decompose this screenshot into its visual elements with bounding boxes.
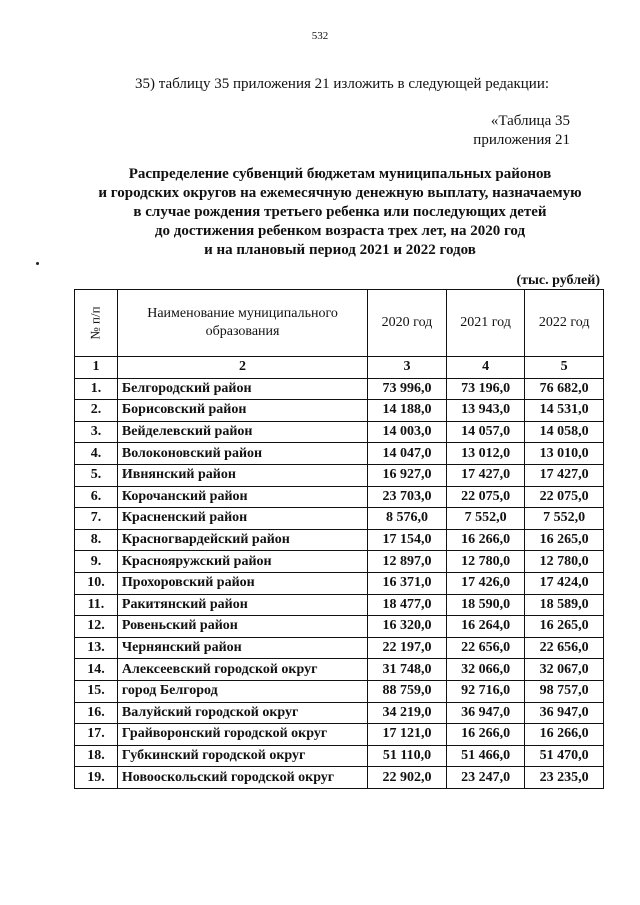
column-index: 2 xyxy=(117,357,367,379)
table-row xyxy=(75,680,604,702)
value-2022: 18 589,0 xyxy=(525,594,604,616)
municipality-name: Ракитянский район xyxy=(117,594,367,616)
municipality-name: Прохоровский район xyxy=(117,572,367,594)
table-reference xyxy=(473,112,570,150)
municipality-name: Белгородский район xyxy=(117,378,367,400)
value-2021: 32 066,0 xyxy=(446,659,525,681)
table-row xyxy=(75,702,604,724)
municipality-name: Краснояружский район xyxy=(117,551,367,573)
municipality-name: Красненский район xyxy=(117,508,367,530)
value-2022: 51 470,0 xyxy=(525,745,604,767)
value-2022: 98 757,0 xyxy=(525,680,604,702)
value-2021: 17 426,0 xyxy=(446,572,525,594)
value-2020: 8 576,0 xyxy=(368,508,447,530)
column-index: 1 xyxy=(75,357,118,379)
value-2022: 14 531,0 xyxy=(525,400,604,422)
value-2021: 16 266,0 xyxy=(446,529,525,551)
municipality-name: город Белгород xyxy=(117,680,367,702)
row-number: 11. xyxy=(75,594,118,616)
value-2022: 76 682,0 xyxy=(525,378,604,400)
value-2021: 17 427,0 xyxy=(446,464,525,486)
row-number: 3. xyxy=(75,421,118,443)
row-number: 19. xyxy=(75,767,118,789)
value-2022: 16 266,0 xyxy=(525,724,604,746)
value-2020: 16 371,0 xyxy=(368,572,447,594)
municipality-name: Вейделевский район xyxy=(117,421,367,443)
value-2020: 12 897,0 xyxy=(368,551,447,573)
value-2020: 14 003,0 xyxy=(368,421,447,443)
value-2022: 22 075,0 xyxy=(525,486,604,508)
municipality-name: Борисовский район xyxy=(117,400,367,422)
value-2022: 16 265,0 xyxy=(525,616,604,638)
value-2021: 22 656,0 xyxy=(446,637,525,659)
table-row xyxy=(75,508,604,530)
row-number: 9. xyxy=(75,551,118,573)
title-line: Распределение субвенций бюджетам муниципальных районов xyxy=(128,166,552,182)
value-2021: 14 057,0 xyxy=(446,421,525,443)
value-2020: 34 219,0 xyxy=(368,702,447,724)
row-number: 14. xyxy=(75,659,118,681)
title-line: и на плановый период 2021 и 2022 годов xyxy=(204,242,476,258)
page-number: 532 xyxy=(311,30,329,42)
table-body xyxy=(75,378,604,788)
table-row xyxy=(75,464,604,486)
value-2021: 22 075,0 xyxy=(446,486,525,508)
value-2020: 16 927,0 xyxy=(368,464,447,486)
column-index: 5 xyxy=(525,357,604,379)
header-name: Наименование муниципального образования xyxy=(117,290,367,357)
row-number: 12. xyxy=(75,616,118,638)
header-num xyxy=(75,290,118,357)
row-number: 2. xyxy=(75,400,118,422)
municipality-name: Грайворонский городской округ xyxy=(117,724,367,746)
value-2020: 14 047,0 xyxy=(368,443,447,465)
row-number: 4. xyxy=(75,443,118,465)
table-row xyxy=(75,659,604,681)
column-index: 3 xyxy=(368,357,447,379)
table-row xyxy=(75,594,604,616)
value-2022: 13 010,0 xyxy=(525,443,604,465)
value-2021: 13 012,0 xyxy=(446,443,525,465)
column-index-row xyxy=(75,357,604,379)
value-2022: 22 656,0 xyxy=(525,637,604,659)
value-2022: 16 265,0 xyxy=(525,529,604,551)
municipality-name: Ровеньский район xyxy=(117,616,367,638)
value-2020: 18 477,0 xyxy=(368,594,447,616)
value-2022: 17 427,0 xyxy=(525,464,604,486)
value-2021: 16 266,0 xyxy=(446,724,525,746)
value-2021: 51 466,0 xyxy=(446,745,525,767)
municipality-name: Чернянский район xyxy=(117,637,367,659)
value-2021: 16 264,0 xyxy=(446,616,525,638)
municipality-name: Алексеевский городской округ xyxy=(117,659,367,681)
table-row xyxy=(75,745,604,767)
header-2022: 2022 год xyxy=(525,290,604,357)
municipality-name: Волоконовский район xyxy=(117,443,367,465)
row-number: 7. xyxy=(75,508,118,530)
table-row xyxy=(75,486,604,508)
value-2021: 36 947,0 xyxy=(446,702,525,724)
table-row xyxy=(75,637,604,659)
value-2022: 17 424,0 xyxy=(525,572,604,594)
header-num-label: № п/п xyxy=(87,305,103,340)
intro-paragraph: 35) таблицу 35 приложения 21 изложить в следующей редакции: xyxy=(135,76,550,92)
row-number: 16. xyxy=(75,702,118,724)
municipality-name: Валуйский городской округ xyxy=(117,702,367,724)
row-number: 10. xyxy=(75,572,118,594)
value-2020: 23 703,0 xyxy=(368,486,447,508)
row-number: 8. xyxy=(75,529,118,551)
row-number: 15. xyxy=(75,680,118,702)
value-2022: 36 947,0 xyxy=(525,702,604,724)
table-row xyxy=(75,572,604,594)
value-2022: 23 235,0 xyxy=(525,767,604,789)
title-line: до достижения ребенком возраста трех лет, на 2020 год xyxy=(154,223,526,239)
value-2020: 31 748,0 xyxy=(368,659,447,681)
table-header-row xyxy=(75,290,604,357)
value-2021: 12 780,0 xyxy=(446,551,525,573)
value-2021: 92 716,0 xyxy=(446,680,525,702)
document-title xyxy=(40,165,640,260)
municipality-name: Корочанский район xyxy=(117,486,367,508)
value-2020: 88 759,0 xyxy=(368,680,447,702)
column-index: 4 xyxy=(446,357,525,379)
scan-speck xyxy=(36,262,39,265)
subvention-table xyxy=(74,289,604,789)
table-row xyxy=(75,724,604,746)
value-2021: 73 196,0 xyxy=(446,378,525,400)
header-2021: 2021 год xyxy=(446,290,525,357)
table-row xyxy=(75,421,604,443)
value-2021: 13 943,0 xyxy=(446,400,525,422)
row-number: 17. xyxy=(75,724,118,746)
units-label: (тыс. рублей) xyxy=(516,273,600,288)
row-number: 13. xyxy=(75,637,118,659)
value-2021: 7 552,0 xyxy=(446,508,525,530)
row-number: 1. xyxy=(75,378,118,400)
municipality-name: Красногвардейский район xyxy=(117,529,367,551)
value-2020: 14 188,0 xyxy=(368,400,447,422)
row-number: 18. xyxy=(75,745,118,767)
value-2022: 32 067,0 xyxy=(525,659,604,681)
table-row xyxy=(75,767,604,789)
value-2021: 18 590,0 xyxy=(446,594,525,616)
value-2020: 17 121,0 xyxy=(368,724,447,746)
municipality-name: Губкинский городской округ xyxy=(117,745,367,767)
table-row xyxy=(75,400,604,422)
value-2022: 12 780,0 xyxy=(525,551,604,573)
table-row xyxy=(75,551,604,573)
value-2021: 23 247,0 xyxy=(446,767,525,789)
value-2022: 7 552,0 xyxy=(525,508,604,530)
table-row xyxy=(75,378,604,400)
row-number: 5. xyxy=(75,464,118,486)
value-2022: 14 058,0 xyxy=(525,421,604,443)
value-2020: 51 110,0 xyxy=(368,745,447,767)
table-ref-line-2: приложения 21 xyxy=(473,132,570,148)
header-2020: 2020 год xyxy=(368,290,447,357)
table-row xyxy=(75,616,604,638)
title-line: и городских округов на ежемесячную денежную выплату, назначаемую xyxy=(98,185,582,201)
value-2020: 17 154,0 xyxy=(368,529,447,551)
title-line: в случае рождения третьего ребенка или последующих детей xyxy=(133,204,547,220)
municipality-name: Ивнянский район xyxy=(117,464,367,486)
value-2020: 16 320,0 xyxy=(368,616,447,638)
value-2020: 22 902,0 xyxy=(368,767,447,789)
table-ref-line-1: «Таблица 35 xyxy=(490,113,570,129)
table-row xyxy=(75,443,604,465)
value-2020: 73 996,0 xyxy=(368,378,447,400)
municipality-name: Новооскольский городской округ xyxy=(117,767,367,789)
table-row xyxy=(75,529,604,551)
value-2020: 22 197,0 xyxy=(368,637,447,659)
row-number: 6. xyxy=(75,486,118,508)
